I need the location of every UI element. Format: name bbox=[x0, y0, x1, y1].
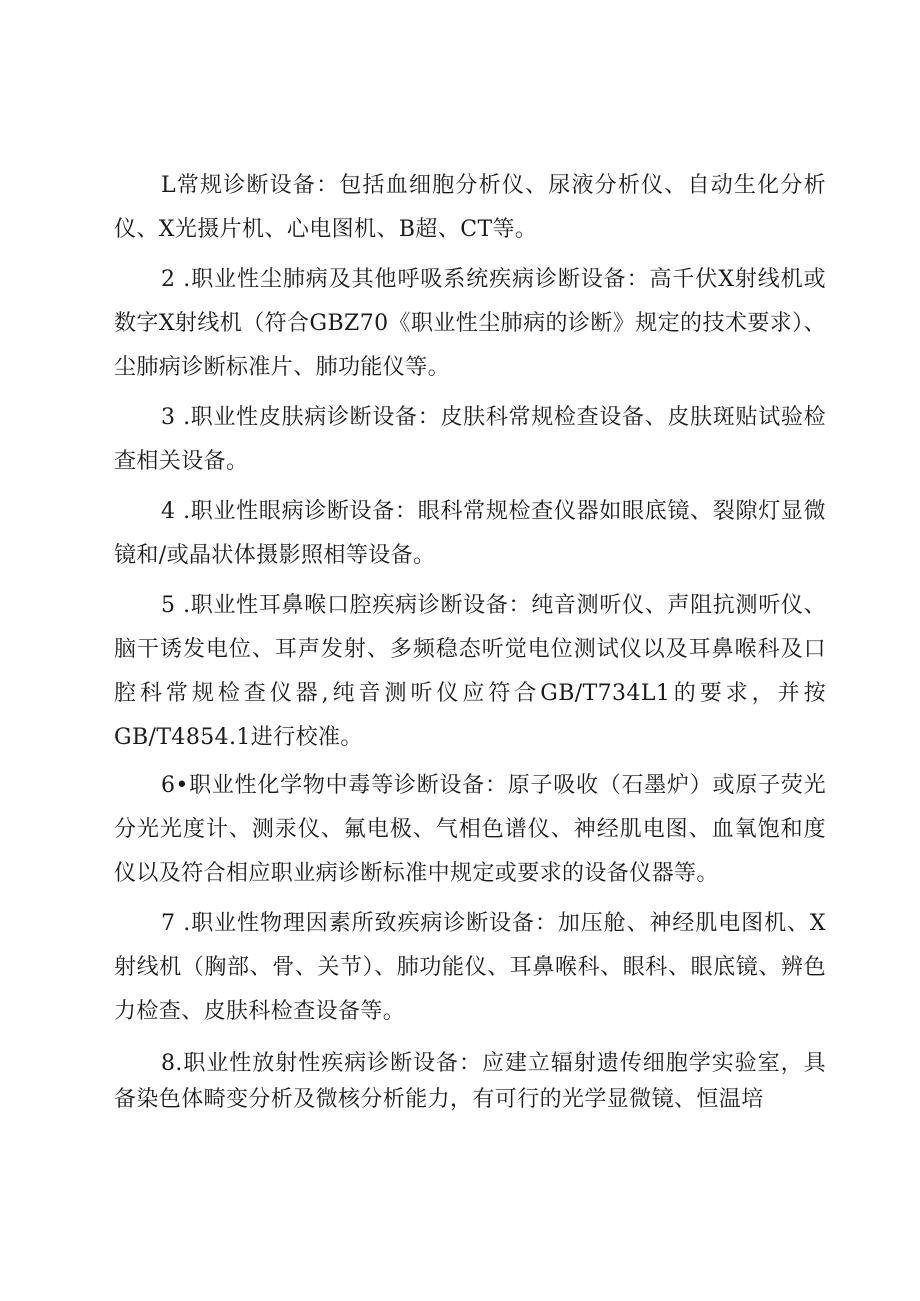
paragraph-4: 4 .职业性眼病诊断设备：眼科常规检查仪器如眼底镜、裂隙灯显微镜和/或晶状体摄影照相等设备。 bbox=[114, 499, 826, 568]
paragraph-3: 3 .职业性皮肤病诊断设备：皮肤科常规检查设备、皮肤斑贴试验检查相关设备。 bbox=[114, 405, 826, 474]
paragraph-6: 6•职业性化学物中毒等诊断设备：原子吸收（石墨炉）或原子荧光分光光度计、测汞仪、氟电极、气相色谱仪、神经肌电图、血氧饱和度仪以及符合相应职业病诊断标准中规定或要求的设备仪器等。 bbox=[114, 773, 826, 886]
paragraph-8: 8.职业性放射性疾病诊断设备：应建立辐射遗传细胞学实验室，具备染色体畸变分析及微核分析能力，有可行的光学显微镜、恒温培 bbox=[114, 1051, 826, 1112]
paragraph-5: 5 .职业性耳鼻喉口腔疾病诊断设备：纯音测听仪、声阻抗测听仪、脑干诱发电位、耳声发射、多频稳态听觉电位测试仪以及耳鼻喉科及口腔科常规检查仪器,纯音测听仪应符合GB/T734L1的要求，并按GB/T4854.1进行校准。 bbox=[114, 593, 826, 750]
paragraph-7: 7 .职业性物理因素所致疾病诊断设备：加压舱、神经肌电图机、X射线机（胸部、骨、关节）、肺功能仪、耳鼻喉科、眼科、眼底镜、辨色力检查、皮肤科检查设备等。 bbox=[114, 911, 826, 1024]
paragraph-1: L常规诊断设备：包括血细胞分析仪、尿液分析仪、自动生化分析仪、X光摄片机、心电图机、B超、CT等。 bbox=[114, 173, 826, 242]
paragraph-2: 2 .职业性尘肺病及其他呼吸系统疾病诊断设备：高千伏X射线机或数字X射线机（符合GBZ70《职业性尘肺病的诊断》规定的技术要求）、尘肺病诊断标准片、肺功能仪等。 bbox=[114, 267, 826, 380]
